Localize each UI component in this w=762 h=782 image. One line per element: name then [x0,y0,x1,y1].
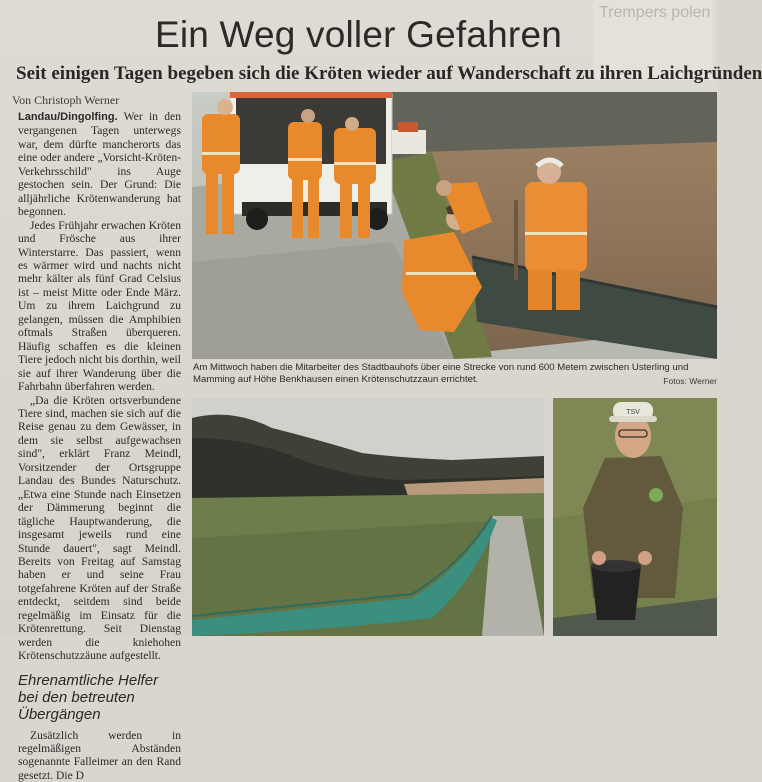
paragraph-1-text: Wer in den vergangenen Tagen unterwegs war, dem dürfte mancherorts das eine oder andere „Vorsicht-Kröten-Verkehrsschild" ins Auge gestochen sein. Der Grund: Die alljährliche Krötenwanderung hat begonnen. [18,110,181,219]
article-subheadline: Seit einigen Tagen begeben sich die Kröten wieder auf Wanderschaft zu ihren Laichgründen [16,63,762,84]
paragraph-2: Jedes Frühjahr erwachen Kröten und Frösche aus ihrer Winterstarre. Das passiert, wenn es wärmer wird und nachts nicht mehr kälter als fünf Grad Celsius ist – meist Mitte oder Ende März. Um zu ihrem Laichgrund zu gelangen, müssen die Amphibien oftmals Straßen überqueren. Häufig schaffen es die kleinen Tiere jedoch nicht bis dorthin, weil sie auf ihrer Wanderung über die Fahrbahn überfahren werden. [18,218,181,394]
paragraph-3: „Da die Kröten ortsverbundene Tiere sind, machen sie sich auf die Reise genau zu dem Gewässer, in dem sie selbst aufgewachsen sind", erklärt Franz Meindl, Vorsitzender der Ortsgruppe Landau des Bundes Naturschutz. „Etwa eine Stunde nach Einsetzen der Dämmerung beginnt die tägliche Hauptwanderung, die insgesamt jeweils rund eine Stunde dauert", sagt Meindl. Bereits von Freitag auf Samstag haben er und seine Frau totgefahrene Kröten auf der Straße entdeckt, seitdem sind beide regelmäßig im Einsatz für die Krötenrettung. Seit Dienstag werden die kniehohen Krötenschutzzäune aufgestellt. [18,393,181,663]
article-byline: Von Christoph Werner [12,93,120,107]
cap-logo-text: TSV [626,409,640,416]
adjacent-article-text: Trempers polen [599,4,711,21]
photo-caption [193,362,717,386]
volunteer-bucket-photo [553,398,717,636]
landscape-fence-photo [192,398,544,636]
article-text-column [18,110,181,782]
article-headline: Ein Weg voller Gefahren [154,14,562,55]
photo-caption-line-2: Mamming auf Höhe Benkhausen einen Krötenschutzzaun errichtet. [193,374,479,385]
photo-credit: Fotos: Werner [663,376,717,386]
photo-caption-line-1: Am Mittwoch haben die Mitarbeiter des Stadtbauhofs über eine Strecke von rund 600 Metern zwischen Usterling und [193,362,689,373]
dateline: Landau/Dingolfing. [18,111,118,123]
paragraph-4: Zusätzlich werden in regelmäßigen Abständen sogenannte Falleimer an den Rand gesetzt. Die D [18,728,181,782]
paragraph-1 [18,110,181,219]
main-photo-illustration [192,92,717,359]
article-subheading: Ehrenamtliche Helfer bei den betreuten Übergängen [18,671,159,723]
landscape-illustration [192,398,544,636]
main-photo-bauhof-workers [192,92,717,359]
volunteer-illustration [553,398,717,636]
